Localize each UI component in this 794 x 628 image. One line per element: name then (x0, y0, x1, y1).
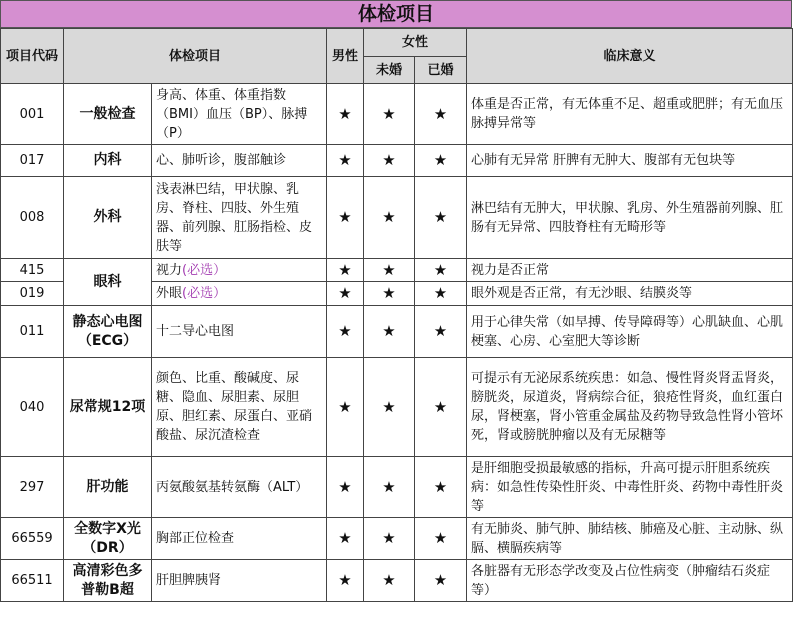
item-name: 眼科 (64, 259, 152, 306)
table-row (1, 259, 793, 282)
detail-text: 视力 (156, 262, 183, 278)
item-name: 全数字X光（DR） (64, 518, 152, 560)
item-name: 肝功能 (64, 457, 152, 518)
married-mark: ★ (415, 259, 467, 282)
item-detail (152, 259, 327, 282)
header-female: 女性 (364, 29, 467, 57)
table-row (1, 177, 793, 259)
married-mark: ★ (415, 457, 467, 518)
male-mark: ★ (327, 518, 364, 560)
table-row (1, 560, 793, 602)
item-code: 019 (1, 282, 64, 306)
unmarried-mark: ★ (364, 560, 415, 602)
item-detail (152, 282, 327, 306)
unmarried-mark: ★ (364, 358, 415, 457)
item-name: 外科 (64, 177, 152, 259)
table-row (1, 358, 793, 457)
unmarried-mark: ★ (364, 145, 415, 177)
required-tag: (必选） (182, 262, 227, 278)
checkup-table (0, 28, 793, 602)
item-meaning: 眼外观是否正常，有无沙眼、结膜炎等 (467, 282, 793, 306)
item-code: 008 (1, 177, 64, 259)
item-meaning: 淋巴结有无肿大，甲状腺、乳房、外生殖器前列腺、肛肠有无异常、四肢脊柱有无畸形等 (467, 177, 793, 259)
unmarried-mark: ★ (364, 457, 415, 518)
item-meaning: 是肝细胞受损最敏感的指标，升高可提示肝胆系统疾病：如急性传染性肝炎、中毒性肝炎、药物中毒性肝炎等 (467, 457, 793, 518)
married-mark: ★ (415, 518, 467, 560)
header-married: 已婚 (415, 57, 467, 84)
unmarried-mark: ★ (364, 177, 415, 259)
item-code: 66511 (1, 560, 64, 602)
male-mark: ★ (327, 259, 364, 282)
item-meaning: 心肺有无异常 肝脾有无肿大、腹部有无包块等 (467, 145, 793, 177)
item-meaning: 体重是否正常，有无体重不足、超重或肥胖；有无血压脉搏异常等 (467, 84, 793, 145)
header-male: 男性 (327, 29, 364, 84)
item-meaning: 用于心律失常（如早搏、传导障碍等）心肌缺血、心肌梗塞、心房、心室肥大等诊断 (467, 306, 793, 358)
table-title: 体检项目 (0, 0, 792, 28)
item-code: 040 (1, 358, 64, 457)
table-row (1, 457, 793, 518)
header-unmarried: 未婚 (364, 57, 415, 84)
male-mark: ★ (327, 358, 364, 457)
married-mark: ★ (415, 177, 467, 259)
unmarried-mark: ★ (364, 259, 415, 282)
male-mark: ★ (327, 282, 364, 306)
required-tag: (必选） (182, 286, 227, 301)
item-meaning: 可提示有无泌尿系统疾患：如急、慢性肾炎肾盂肾炎，膀胱炎，尿道炎，肾病综合征，狼疮性肾炎，血红蛋白尿，肾梗塞，肾小管重金属盐及药物导致急性肾小管坏死，肾或膀胱肿瘤以及有无尿糖等 (467, 358, 793, 457)
unmarried-mark: ★ (364, 518, 415, 560)
item-detail: 十二导心电图 (152, 306, 327, 358)
married-mark: ★ (415, 560, 467, 602)
item-code: 297 (1, 457, 64, 518)
item-detail: 丙氨酸氨基转氨酶（ALT） (152, 457, 327, 518)
unmarried-mark: ★ (364, 282, 415, 306)
item-detail: 肝胆脾胰肾 (152, 560, 327, 602)
detail-text: 外眼 (156, 286, 183, 301)
item-meaning: 各脏器有无形态学改变及占位性病变（肿瘤结石炎症等） (467, 560, 793, 602)
male-mark: ★ (327, 457, 364, 518)
married-mark: ★ (415, 358, 467, 457)
male-mark: ★ (327, 84, 364, 145)
table-row (1, 145, 793, 177)
married-mark: ★ (415, 282, 467, 306)
header-code: 项目代码 (1, 29, 64, 84)
item-detail: 颜色、比重、酸碱度、尿糖、隐血、尿胆素、尿胆原、胆红素、尿蛋白、亚硝酸盐、尿沉渣检查 (152, 358, 327, 457)
male-mark: ★ (327, 560, 364, 602)
item-name: 一般检查 (64, 84, 152, 145)
item-name: 尿常规12项 (64, 358, 152, 457)
item-detail: 胸部正位检查 (152, 518, 327, 560)
male-mark: ★ (327, 177, 364, 259)
item-meaning: 有无肺炎、肺气肿、肺结核、肺癌及心脏、主动脉、纵膈、横膈疾病等 (467, 518, 793, 560)
item-detail: 身高、体重、体重指数（BMI）血压（BP）、脉搏（P） (152, 84, 327, 145)
item-code: 011 (1, 306, 64, 358)
item-name: 静态心电图（ECG） (64, 306, 152, 358)
header-item: 体检项目 (64, 29, 327, 84)
unmarried-mark: ★ (364, 306, 415, 358)
item-detail: 心、肺听诊，腹部触诊 (152, 145, 327, 177)
item-code: 66559 (1, 518, 64, 560)
item-code: 001 (1, 84, 64, 145)
table-row (1, 518, 793, 560)
item-code: 415 (1, 259, 64, 282)
male-mark: ★ (327, 145, 364, 177)
married-mark: ★ (415, 306, 467, 358)
item-detail: 浅表淋巴结，甲状腺、乳房、脊柱、四肢、外生殖器、前列腺、肛肠指检、皮肤等 (152, 177, 327, 259)
item-name: 内科 (64, 145, 152, 177)
married-mark: ★ (415, 84, 467, 145)
male-mark: ★ (327, 306, 364, 358)
header-meaning: 临床意义 (467, 29, 793, 84)
married-mark: ★ (415, 145, 467, 177)
table-row (1, 84, 793, 145)
unmarried-mark: ★ (364, 84, 415, 145)
item-meaning: 视力是否正常 (467, 259, 793, 282)
item-name: 高清彩色多普勒B超 (64, 560, 152, 602)
item-code: 017 (1, 145, 64, 177)
table-row (1, 306, 793, 358)
